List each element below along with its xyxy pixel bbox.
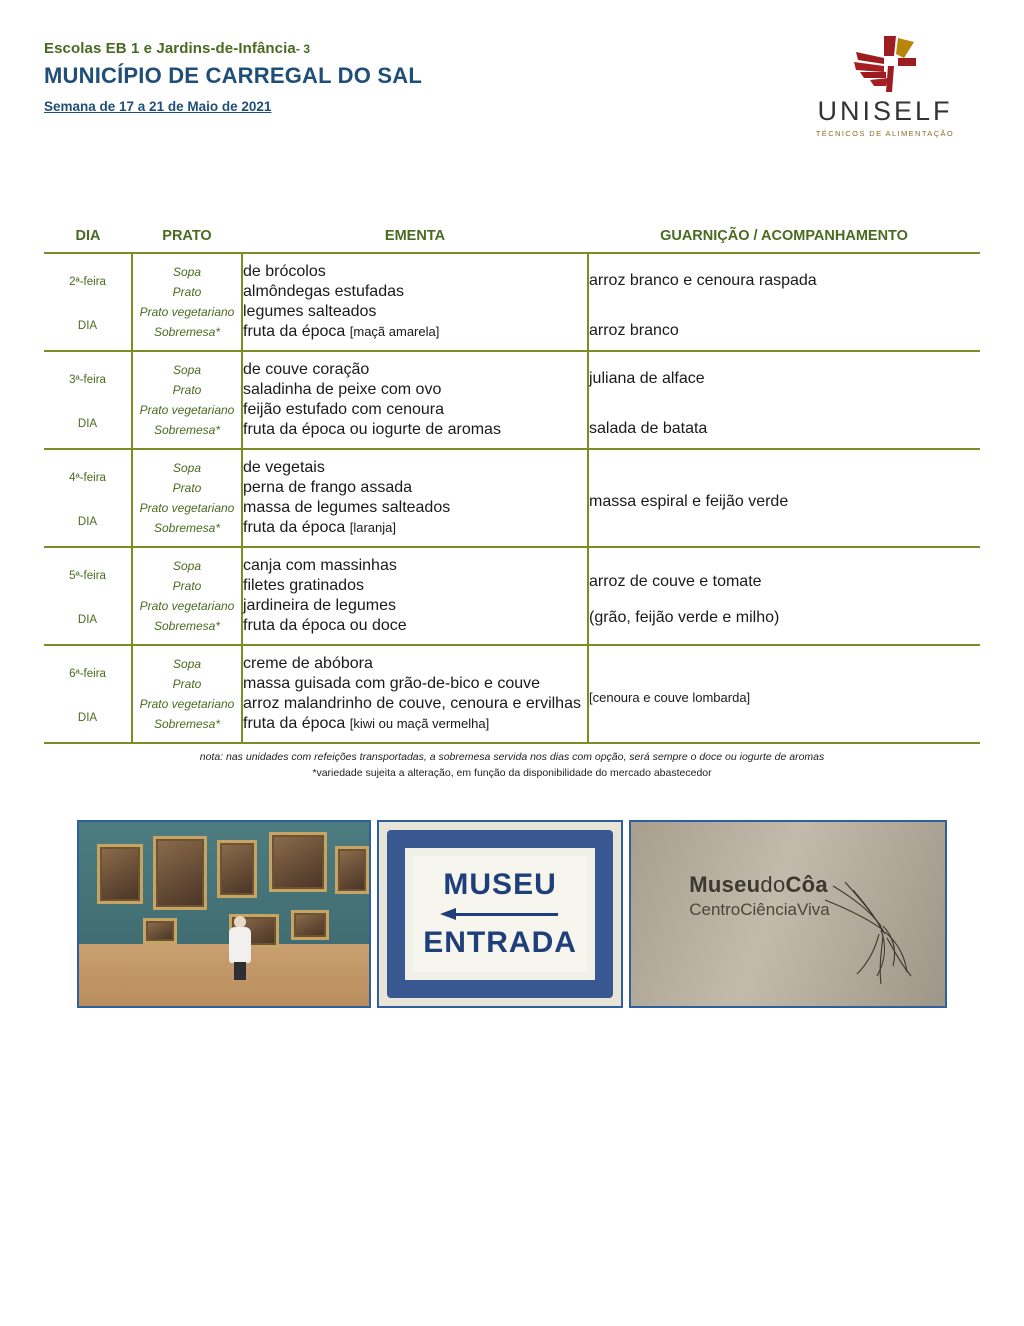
painting-frame	[217, 840, 257, 898]
ementa-note: [maçã amarela]	[349, 324, 440, 339]
ementa-text	[242, 322, 588, 351]
course-type: Prato	[132, 478, 242, 498]
week-range: Semana de 17 a 21 de Maio de 2021	[44, 99, 272, 114]
ementa-text: fruta da época ou iogurte de aromas	[243, 421, 501, 438]
azulejo-inner	[413, 856, 587, 972]
footnotes	[44, 750, 980, 782]
ementa-text: massa de legumes salteados	[243, 499, 451, 516]
day-name: 5ª-feira	[69, 570, 106, 582]
course-type: Sopa	[132, 645, 242, 674]
column-header-prato: PRATO	[132, 222, 242, 253]
guarnicao-note: [cenoura e couve lombarda]	[589, 689, 751, 705]
photo-museu-entrada-tile	[377, 820, 623, 1008]
day-name: 6ª-feira	[69, 668, 106, 680]
guarnicao-group	[588, 351, 980, 449]
day-label-cell	[44, 449, 132, 498]
course-type: Sopa	[132, 449, 242, 478]
day-label-cell	[44, 351, 132, 400]
visitor-figure	[227, 916, 253, 980]
ementa-text: fruta da época ou doce	[243, 617, 407, 634]
table-bottom-rule	[44, 743, 980, 744]
ementa-text: saladinha de peixe com ovo	[243, 381, 442, 398]
column-header-ementa: EMENTA	[242, 222, 588, 253]
coa-title-do: do	[760, 871, 786, 897]
school-label: Escolas EB 1 e Jardins-de-Infância	[44, 40, 296, 57]
table-row	[44, 253, 980, 282]
course-type: Sobremesa*	[132, 518, 242, 547]
day-sub-cell	[44, 302, 132, 351]
table-row	[44, 547, 980, 576]
document-header	[44, 40, 980, 150]
guarnicao-group	[588, 253, 980, 351]
guarnicao-group	[588, 645, 980, 743]
coa-engraving-icon	[823, 880, 915, 988]
painting-frame	[291, 910, 329, 940]
ementa-main: fruta da época	[243, 323, 346, 340]
coa-title-coa: Côa	[785, 871, 828, 897]
ementa-text: almôndegas estufadas	[243, 283, 404, 300]
tile-word-museu: MUSEU	[443, 867, 557, 901]
guarnicao-text: (grão, feijão verde e milho)	[589, 609, 780, 626]
ementa-text	[242, 518, 588, 547]
coa-subtitle: CentroCiênciaViva	[689, 899, 830, 919]
ementa-text: canja com massinhas	[242, 547, 588, 576]
footnote-2: *variedade sujeita a alteração, em função da disponibilidade do mercado abastecedor	[312, 766, 712, 779]
school-number: - 3	[295, 42, 311, 56]
guarnicao-text: massa espiral e feijão verde	[589, 493, 789, 510]
uniself-tagline: TÉCNICOS DE ALIMENTAÇÃO	[815, 129, 955, 138]
gallery-floor	[79, 944, 369, 1006]
table-row	[44, 645, 980, 674]
painting-frame	[269, 832, 327, 892]
course-type: Prato	[132, 380, 242, 400]
footnote-1: nota: nas unidades com refeições transportadas, a sobremesa servida nos dias com opção, será sempre o doce ou iogurte de aromas	[199, 751, 825, 763]
ementa-text: de vegetais	[242, 449, 588, 478]
course-type: Sobremesa*	[132, 714, 242, 743]
course-type: Sobremesa*	[132, 420, 242, 449]
ementa-text: perna de frango assada	[243, 479, 413, 496]
course-type: Sobremesa*	[132, 322, 242, 351]
table-header-row	[44, 222, 980, 253]
guarnicao-group	[588, 547, 980, 645]
course-type: Sopa	[132, 351, 242, 380]
course-type: Prato	[132, 576, 242, 596]
day-label-cell	[44, 253, 132, 302]
table-row	[44, 449, 980, 478]
menu-table	[44, 222, 980, 744]
page-title: MUNICÍPIO DE CARREGAL DO SAL	[44, 63, 422, 88]
guarnicao-text: arroz branco e cenoura raspada	[589, 272, 817, 289]
day-sub-cell	[44, 596, 132, 645]
uniself-wordmark: UNISELF	[817, 96, 953, 126]
course-type: Prato	[132, 282, 242, 302]
guarnicao-text: juliana de alface	[589, 370, 705, 387]
photo-museu-do-coa-sign	[629, 820, 947, 1008]
painting-frame	[335, 846, 369, 894]
day-label-cell	[44, 547, 132, 596]
day-sub-cell	[44, 498, 132, 547]
day-sub-label: DIA	[77, 516, 98, 528]
ementa-text: de couve coração	[242, 351, 588, 380]
painting-frame	[97, 844, 143, 904]
photo-museum-gallery	[77, 820, 371, 1008]
coa-title	[689, 872, 828, 898]
ementa-text: legumes salteados	[243, 303, 377, 320]
day-name: 3ª-feira	[69, 374, 106, 386]
painting-frame	[153, 836, 207, 910]
day-sub-label: DIA	[77, 320, 98, 332]
day-name: 2ª-feira	[69, 276, 106, 288]
uniself-logo	[790, 34, 980, 138]
table-row	[44, 351, 980, 380]
ementa-text: arroz malandrinho de couve, cenoura e ervilhas	[243, 695, 581, 712]
ementa-text: massa guisada com grão-de-bico e couve	[243, 675, 541, 692]
ementa-note: [kiwi ou maçã vermelha]	[349, 716, 490, 731]
uniself-mark-icon	[790, 34, 980, 96]
guarnicao-text: arroz branco	[589, 322, 679, 339]
course-type: Prato	[132, 674, 242, 694]
course-type: Prato vegetariano	[132, 400, 242, 420]
course-type: Sopa	[132, 547, 242, 576]
ementa-main: fruta da época	[243, 519, 346, 536]
course-type: Sopa	[132, 253, 242, 282]
ementa-main: fruta da época	[243, 715, 346, 732]
day-sub-cell	[44, 694, 132, 743]
course-type: Prato vegetariano	[132, 694, 242, 714]
ementa-text: feijão estufado com cenoura	[243, 401, 445, 418]
day-label-cell	[44, 645, 132, 694]
day-sub-label: DIA	[77, 418, 98, 430]
ementa-text: creme de abóbora	[242, 645, 588, 674]
course-type: Sobremesa*	[132, 616, 242, 645]
guarnicao-text: salada de batata	[589, 420, 708, 437]
day-sub-cell	[44, 400, 132, 449]
course-type: Prato vegetariano	[132, 498, 242, 518]
ementa-text	[242, 714, 588, 743]
course-type: Prato vegetariano	[132, 596, 242, 616]
column-header-dia: DIA	[44, 222, 132, 253]
day-sub-label: DIA	[77, 712, 98, 724]
ementa-text: de brócolos	[243, 263, 326, 280]
ementa-text: filetes gratinados	[243, 577, 364, 594]
left-arrow-icon	[440, 906, 560, 922]
coa-title-museu: Museu	[689, 871, 761, 897]
ementa-text: jardineira de legumes	[243, 597, 396, 614]
day-sub-label: DIA	[77, 614, 98, 626]
course-type: Prato vegetariano	[132, 302, 242, 322]
column-header-guarnicao: GUARNIÇÃO / ACOMPANHAMENTO	[588, 222, 980, 253]
painting-frame	[143, 918, 177, 944]
photo-strip	[77, 820, 947, 1008]
tile-word-entrada: ENTRADA	[423, 925, 577, 959]
ementa-note: [laranja]	[349, 520, 396, 535]
guarnicao-text: arroz de couve e tomate	[589, 573, 762, 590]
guarnicao-group	[588, 449, 980, 547]
menu-table-body	[44, 253, 980, 744]
day-name: 4ª-feira	[69, 472, 106, 484]
